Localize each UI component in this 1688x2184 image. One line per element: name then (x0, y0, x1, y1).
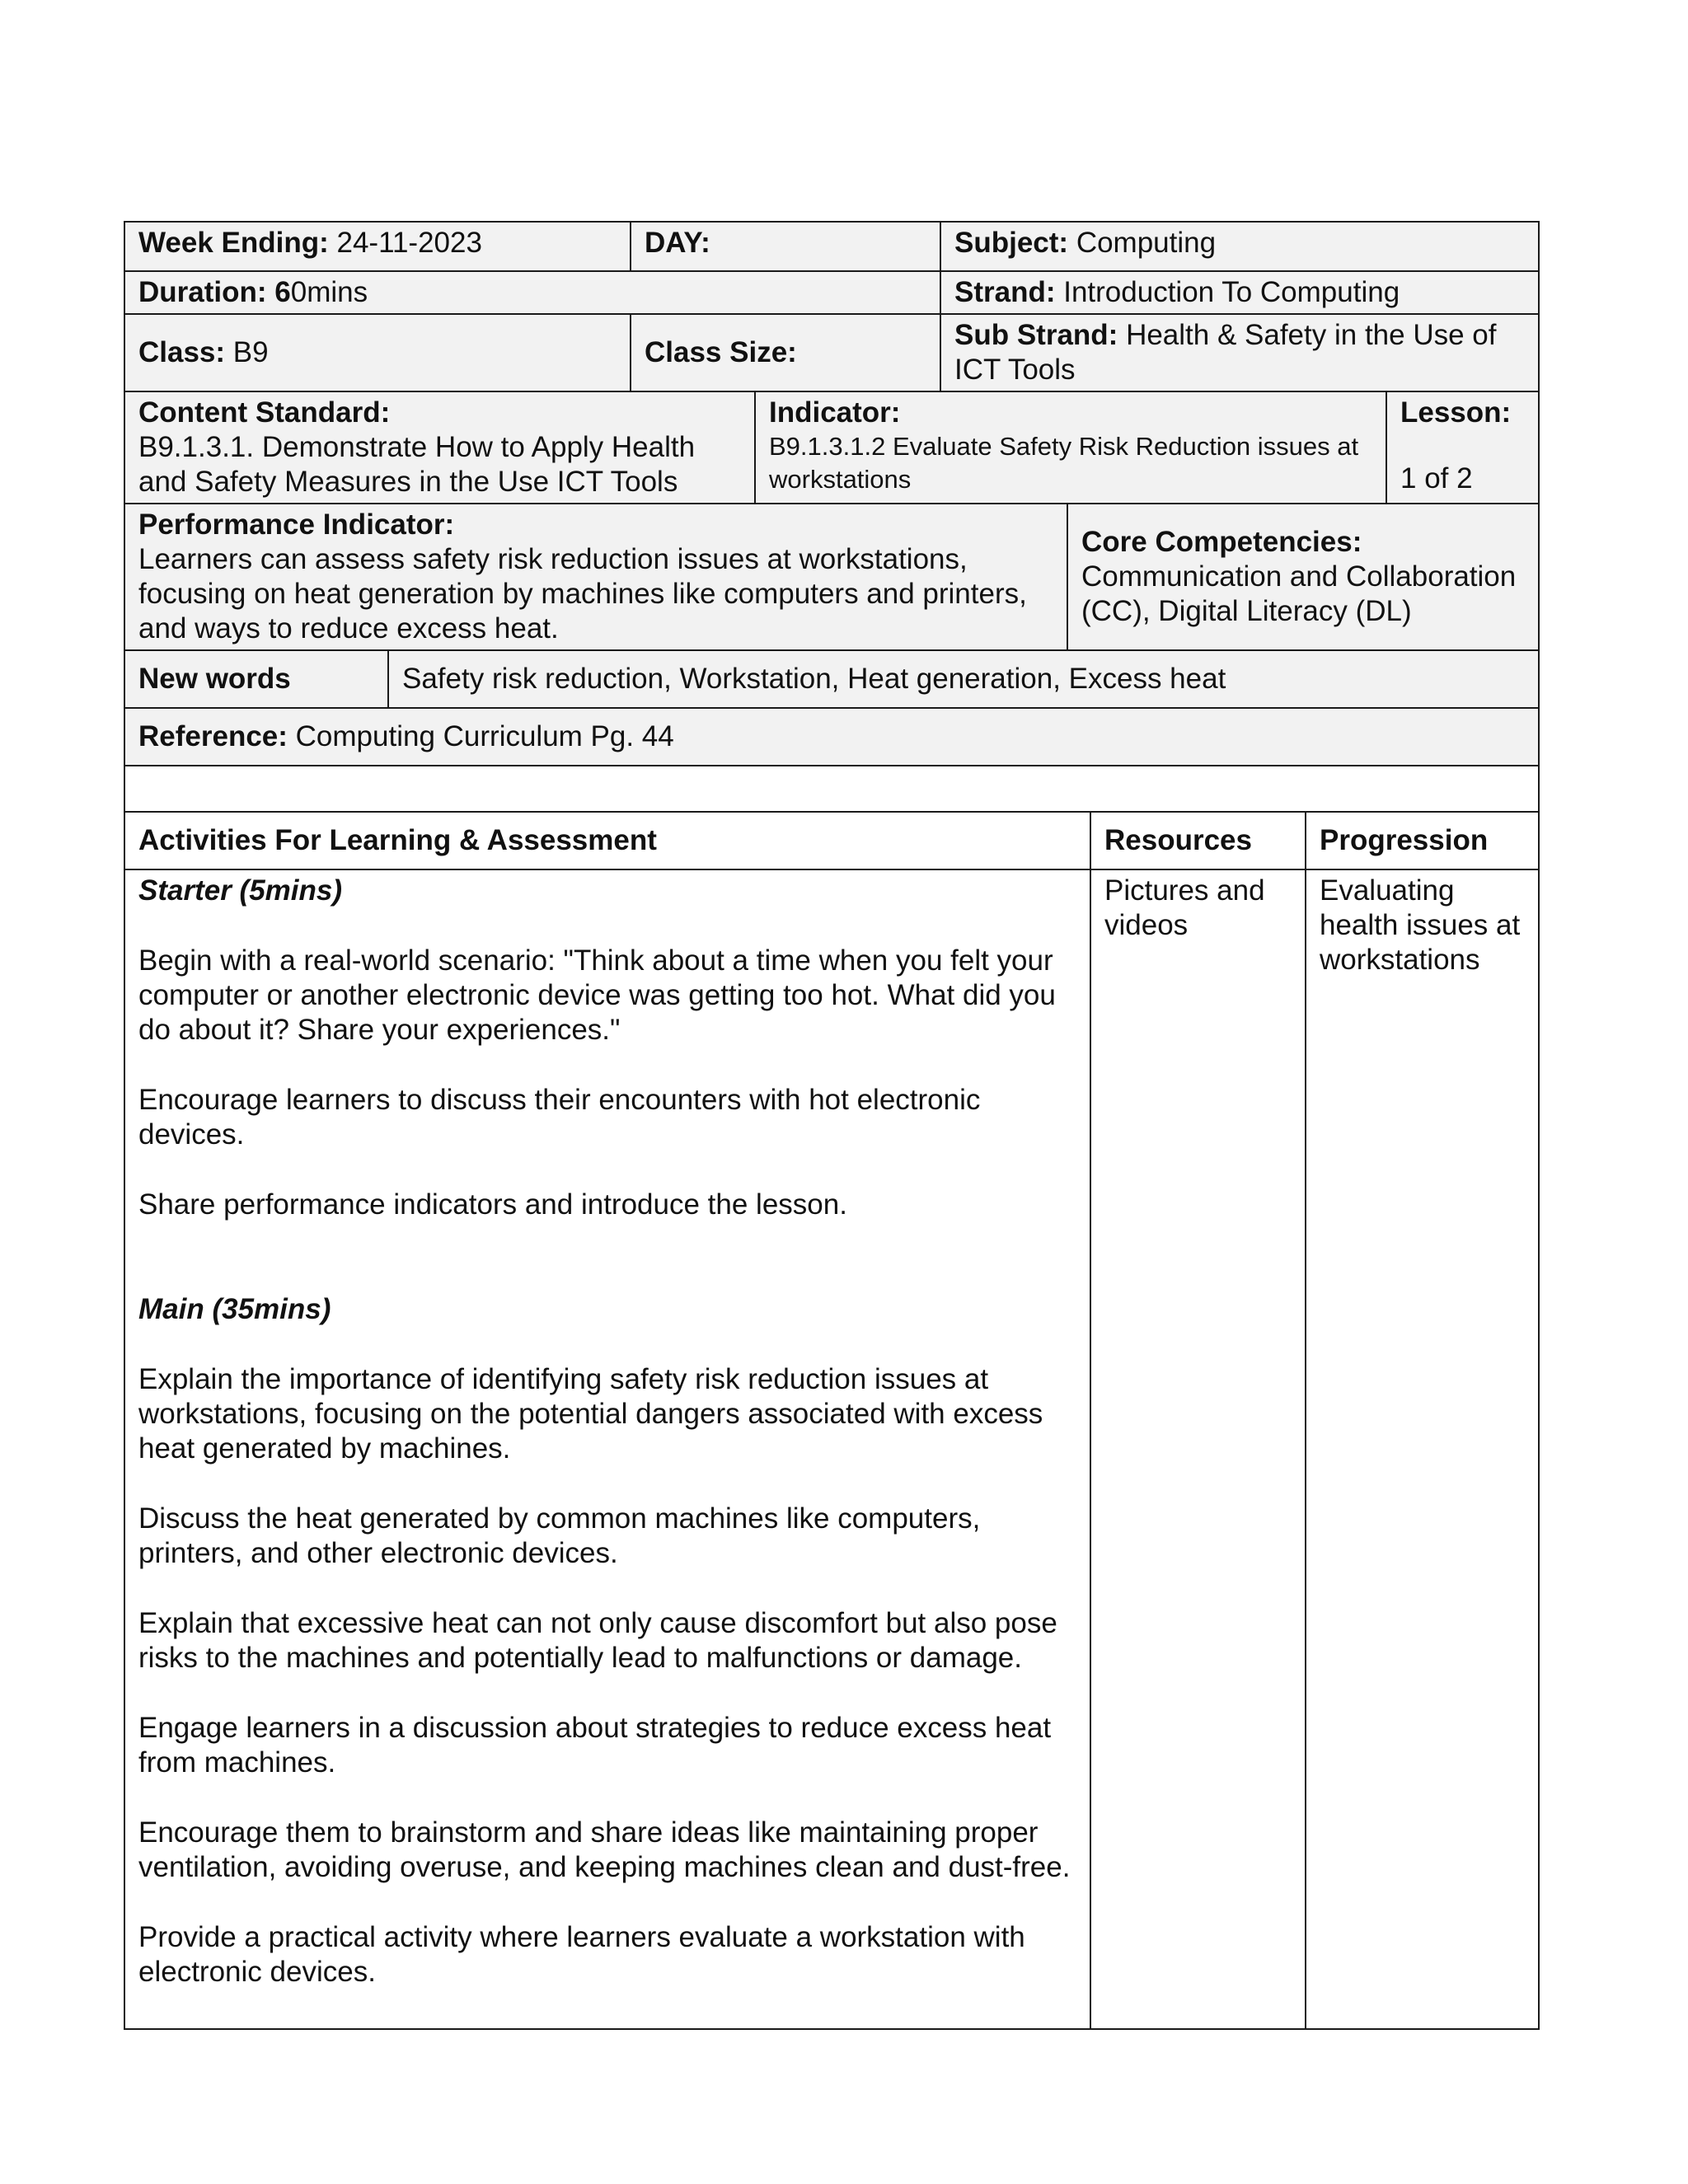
reference-value: Computing Curriculum Pg. 44 (295, 720, 674, 752)
strand-label: Strand: (954, 276, 1056, 308)
activities-body (124, 869, 1090, 2029)
main-item: Explain that excessive heat can not only cause discomfort but also pose risks to the machines and potentially lead to malfunctions or damage. (138, 1607, 1057, 1674)
content-standard-label: Content Standard: (138, 396, 391, 429)
indicator-label: Indicator: (769, 396, 901, 429)
content-standard-value: B9.1.3.1. Demonstrate How to Apply Health and Safety Measures in the Use ICT Tools (138, 431, 696, 498)
class-cell (124, 314, 631, 391)
starter-heading: Starter (5mins) (138, 874, 343, 907)
sub-strand-value: Health & Safety in the Use of ICT Tools (954, 319, 1497, 386)
duration-value: 0mins (290, 276, 368, 308)
core-competencies-cell (1067, 504, 1539, 650)
main-item: Explain the importance of identifying safety risk reduction issues at workstations, focusing on the potential dangers associated with excess heat generated by machines. (138, 1363, 1043, 1465)
reference-label: Reference: (138, 720, 288, 752)
new-words-value: Safety risk reduction, Workstation, Heat generation, Excess heat (388, 650, 1539, 708)
main-item: Encourage them to brainstorm and share ideas like maintaining proper ventilation, avoiding overuse, and keeping machines clean and dust-free. (138, 1816, 1071, 1883)
progression-cell: Evaluating health issues at workstations (1306, 869, 1539, 2029)
indicator-value: B9.1.3.1.2 Evaluate Safety Risk Reduction issues at workstations (769, 432, 1359, 494)
progression-header: Progression (1306, 812, 1539, 869)
performance-table (124, 503, 1540, 651)
content-standard-cell (124, 391, 755, 504)
standards-table (124, 391, 1540, 504)
sub-strand-label: Sub Strand: (954, 319, 1118, 351)
lesson-cell (1386, 391, 1539, 504)
day-cell (631, 222, 940, 271)
week-ending-label: Week Ending: (138, 227, 329, 259)
starter-item: Share performance indicators and introduce the lesson. (138, 1188, 847, 1221)
core-competencies-label: Core Competencies: (1081, 526, 1362, 558)
sub-strand-cell (940, 314, 1539, 391)
lesson-label: Lesson: (1400, 396, 1512, 429)
starter-item: Encourage learners to discuss their encounters with hot electronic devices. (138, 1084, 981, 1151)
new-words-table (124, 649, 1540, 813)
subject-cell (940, 222, 1539, 271)
resources-cell: Pictures and videos (1090, 869, 1306, 2029)
week-ending-cell (124, 222, 631, 271)
performance-indicator-cell (124, 504, 1067, 650)
spacer-row (124, 766, 1539, 812)
week-ending-value: 24-11-2023 (336, 227, 482, 259)
new-words-label: New words (124, 650, 388, 708)
main-item: Engage learners in a discussion about strategies to reduce excess heat from machines. (138, 1712, 1052, 1779)
subject-value: Computing (1076, 227, 1217, 259)
class-size-cell (631, 314, 940, 391)
activities-table (124, 811, 1540, 2030)
performance-indicator-label: Performance Indicator: (138, 509, 455, 541)
core-competencies-value: Communication and Collaboration (CC), Digital Literacy (DL) (1081, 560, 1517, 627)
main-heading: Main (35mins) (138, 1293, 331, 1325)
starter-item: Begin with a real-world scenario: "Think about a time when you felt your computer or another electronic device was getting too hot. What did you do about it? Share your experiences." (138, 944, 1056, 1046)
class-size-label: Class Size: (645, 336, 797, 368)
lesson-header-table (124, 221, 1540, 392)
performance-indicator-value: Learners can assess safety risk reduction issues at workstations, focusing on heat generation by machines like computers and printers, and ways to reduce excess heat. (138, 543, 1027, 644)
class-label: Class: (138, 336, 226, 368)
indicator-cell (755, 391, 1386, 504)
day-label: DAY: (645, 227, 710, 259)
activities-header: Activities For Learning & Assessment (124, 812, 1090, 869)
lesson-value: 1 of 2 (1400, 462, 1473, 494)
strand-value: Introduction To Computing (1063, 276, 1400, 308)
reference-cell (124, 708, 1539, 766)
lesson-plan-sheet (124, 221, 1538, 2030)
duration-cell (124, 271, 940, 314)
main-item: Discuss the heat generated by common machines like computers, printers, and other electronic devices. (138, 1502, 981, 1569)
subject-label: Subject: (954, 227, 1069, 259)
class-value: B9 (232, 336, 269, 368)
strand-cell (940, 271, 1539, 314)
main-item: Provide a practical activity where learners evaluate a workstation with electronic devices. (138, 1921, 1025, 1988)
resources-header: Resources (1090, 812, 1306, 869)
duration-label: Duration: 6 (138, 276, 291, 308)
